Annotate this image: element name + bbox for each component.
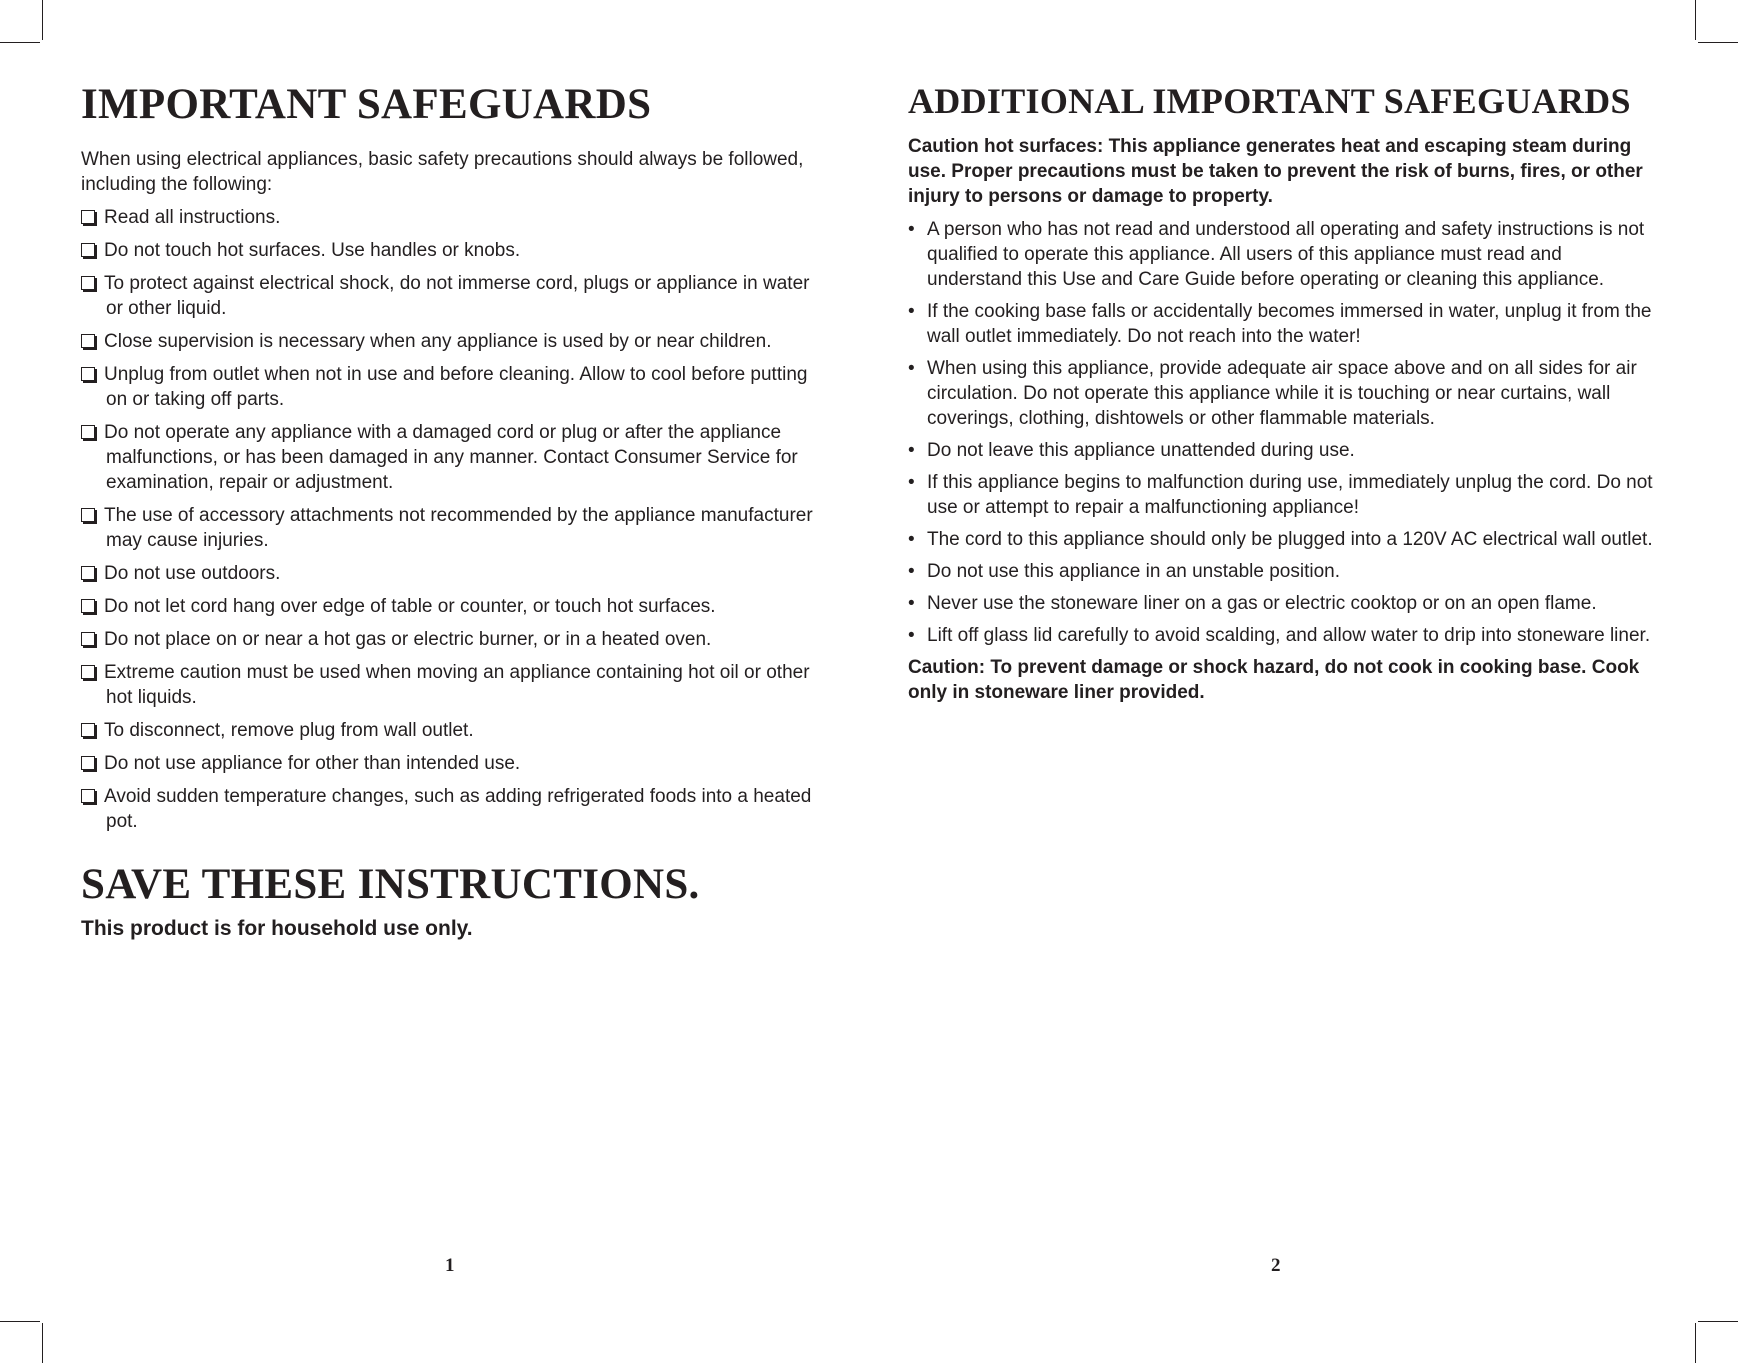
page-number: 2 bbox=[1271, 1255, 1281, 1276]
bullet-icon: • bbox=[908, 529, 915, 550]
safeguard-item bbox=[908, 217, 1658, 292]
safeguard-item bbox=[908, 299, 1658, 349]
safeguard-item bbox=[81, 205, 821, 230]
safeguard-text: The cord to this appliance should only be plugged into a 120V AC electrical wall outlet. bbox=[927, 529, 1653, 550]
checkbox-icon bbox=[81, 334, 95, 348]
safeguard-text: Unplug from outlet when not in use and before cleaning. Allow to cool before putting on or taking off parts. bbox=[104, 364, 808, 410]
bullet-icon: • bbox=[908, 561, 915, 582]
checkbox-icon bbox=[81, 210, 95, 224]
checkbox-icon bbox=[81, 508, 95, 522]
safeguard-text: Never use the stoneware liner on a gas or electric cooktop or on an open flame. bbox=[927, 593, 1597, 614]
crop-mark bbox=[42, 1323, 43, 1363]
safeguard-text: The use of accessory attachments not recommended by the appliance manufacturer may cause injuries. bbox=[104, 505, 813, 551]
caution-hot-surfaces: Caution hot surfaces: This appliance generates heat and escaping steam during use. Proper precautions must be taken to prevent the risk of burns, fires, or other injury to persons or damage to property. bbox=[908, 136, 1643, 207]
safeguard-item bbox=[908, 470, 1658, 520]
safeguard-text: Do not use outdoors. bbox=[104, 563, 281, 584]
safeguard-item bbox=[908, 591, 1658, 616]
safeguard-item bbox=[908, 623, 1658, 648]
bullet-icon: • bbox=[908, 301, 915, 322]
crop-mark bbox=[0, 42, 40, 43]
safeguards-list bbox=[81, 205, 821, 834]
bullet-icon: • bbox=[908, 472, 915, 493]
safeguard-text: Do not touch hot surfaces. Use handles or knobs. bbox=[104, 240, 521, 261]
safeguard-text: If this appliance begins to malfunction during use, immediately unplug the cord. Do not use or attempt to repair a malfunctioning appliance! bbox=[927, 472, 1653, 518]
bullet-icon: • bbox=[908, 593, 915, 614]
safeguard-item bbox=[908, 356, 1658, 431]
bullet-icon: • bbox=[908, 625, 915, 646]
checkbox-icon bbox=[81, 756, 95, 770]
page-number: 1 bbox=[445, 1255, 455, 1276]
checkbox-icon bbox=[81, 566, 95, 580]
bullet-icon: • bbox=[908, 358, 915, 379]
checkbox-icon bbox=[81, 367, 95, 381]
safeguard-item bbox=[908, 438, 1658, 463]
crop-mark bbox=[1698, 42, 1738, 43]
checkbox-icon bbox=[81, 723, 95, 737]
crop-mark bbox=[42, 0, 43, 40]
intro-text: When using electrical appliances, basic safety precautions should always be followed, including the following: bbox=[81, 149, 804, 195]
safeguard-text: Do not place on or near a hot gas or electric burner, or in a heated oven. bbox=[104, 629, 712, 650]
checkbox-icon bbox=[81, 243, 95, 257]
safeguard-text: When using this appliance, provide adequate air space above and on all sides for air circulation. Do not operate this appliance while it is touching or near curtains, wall coverings, clothing, dishtowels or other flammable materials. bbox=[927, 358, 1637, 429]
safeguard-item bbox=[81, 271, 821, 321]
save-instructions-heading: SAVE THESE INSTRUCTIONS. bbox=[81, 861, 700, 908]
safeguard-item bbox=[908, 559, 1658, 584]
safeguard-item bbox=[81, 784, 821, 834]
checkbox-icon bbox=[81, 789, 95, 803]
safeguard-item bbox=[81, 627, 821, 652]
crop-mark bbox=[1695, 1323, 1696, 1363]
safeguard-text: Avoid sudden temperature changes, such as adding refrigerated foods into a heated pot. bbox=[104, 786, 812, 832]
left-page bbox=[81, 80, 821, 941]
safeguard-item bbox=[81, 561, 821, 586]
checkbox-icon bbox=[81, 665, 95, 679]
safeguard-item bbox=[81, 362, 821, 412]
crop-mark bbox=[1695, 0, 1696, 40]
right-page bbox=[908, 80, 1658, 713]
safeguard-text: Do not use appliance for other than intended use. bbox=[104, 753, 521, 774]
safeguard-text: To protect against electrical shock, do not immerse cord, plugs or appliance in water or other liquid. bbox=[104, 273, 810, 319]
additional-safeguards-list bbox=[908, 217, 1658, 648]
safeguard-item bbox=[81, 503, 821, 553]
safeguard-text: To disconnect, remove plug from wall outlet. bbox=[104, 720, 474, 741]
safeguard-text: Do not operate any appliance with a damaged cord or plug or after the appliance malfunctions, or has been damaged in any manner. Contact Consumer Service for examination, repair or adjustment. bbox=[104, 422, 798, 493]
page-title: ADDITIONAL IMPORTANT SAFEGUARDS bbox=[908, 81, 1631, 121]
safeguard-text: Do not use this appliance in an unstable position. bbox=[927, 561, 1340, 582]
safeguard-item bbox=[81, 329, 821, 354]
safeguard-text: A person who has not read and understood all operating and safety instructions is not qualified to operate this appliance. All users of this appliance must read and understand this Use and Care Guide before operating or cleaning this appliance. bbox=[927, 219, 1645, 290]
checkbox-icon bbox=[81, 425, 95, 439]
safeguard-text: Do not leave this appliance unattended during use. bbox=[927, 440, 1355, 461]
checkbox-icon bbox=[81, 276, 95, 290]
safeguard-text: Do not let cord hang over edge of table or counter, or touch hot surfaces. bbox=[104, 596, 716, 617]
safeguard-item bbox=[81, 238, 821, 263]
safeguard-item bbox=[81, 594, 821, 619]
safeguard-text: Read all instructions. bbox=[104, 207, 281, 228]
crop-mark bbox=[1698, 1321, 1738, 1322]
safeguard-text: If the cooking base falls or accidentally becomes immersed in water, unplug it from the wall outlet immediately. Do not reach into the water! bbox=[927, 301, 1652, 347]
page-title: IMPORTANT SAFEGUARDS bbox=[81, 81, 652, 128]
bullet-icon: • bbox=[908, 219, 915, 240]
household-use-note: This product is for household use only. bbox=[81, 917, 473, 940]
safeguard-item bbox=[81, 420, 821, 495]
safeguard-item bbox=[81, 660, 821, 710]
safeguard-item bbox=[908, 527, 1658, 552]
checkbox-icon bbox=[81, 632, 95, 646]
safeguard-text: Close supervision is necessary when any appliance is used by or near children. bbox=[104, 331, 772, 352]
safeguard-item bbox=[81, 718, 821, 743]
crop-mark bbox=[0, 1321, 40, 1322]
checkbox-icon bbox=[81, 599, 95, 613]
caution-footer: Caution: To prevent damage or shock hazard, do not cook in cooking base. Cook only in stoneware liner provided. bbox=[908, 657, 1640, 703]
safeguard-text: Extreme caution must be used when moving an appliance containing hot oil or other hot liquids. bbox=[104, 662, 810, 708]
safeguard-item bbox=[81, 751, 821, 776]
safeguard-text: Lift off glass lid carefully to avoid scalding, and allow water to drip into stoneware liner. bbox=[927, 625, 1651, 646]
bullet-icon: • bbox=[908, 440, 915, 461]
